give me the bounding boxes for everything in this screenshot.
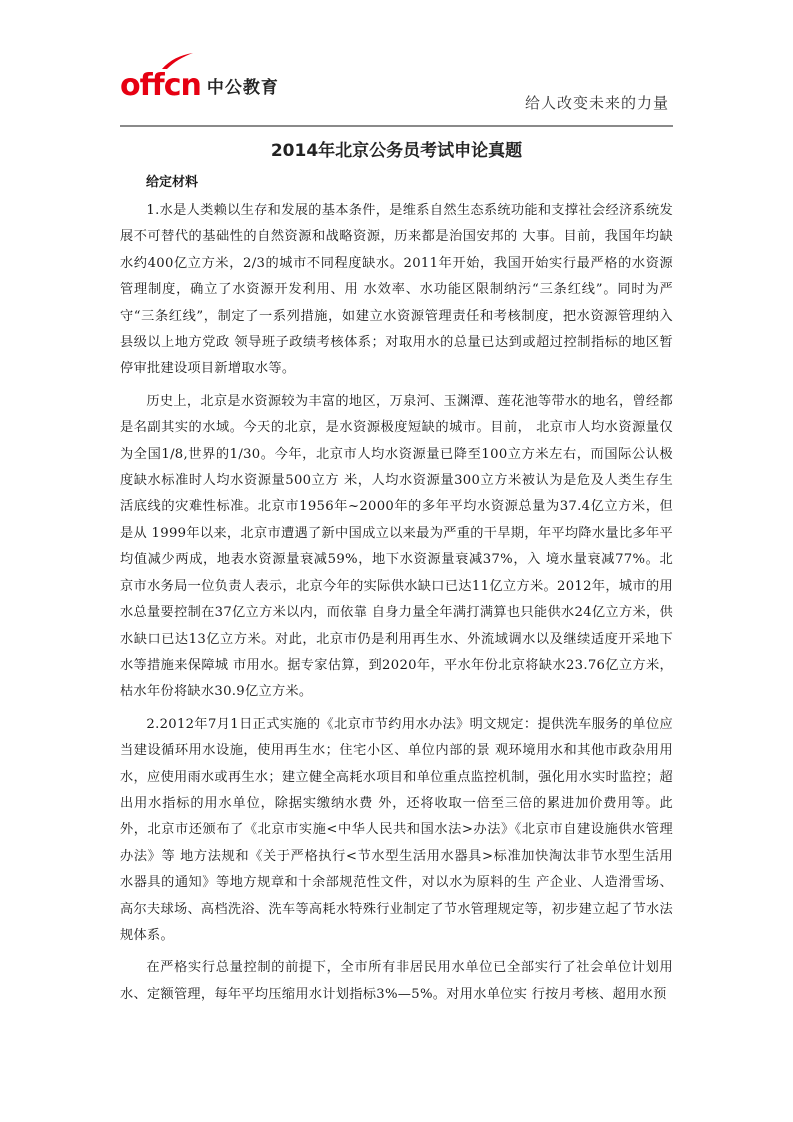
document-title: 2014年北京公务员考试申论真题 bbox=[270, 141, 523, 161]
logo-swoosh-icon bbox=[160, 52, 194, 70]
paragraph: 2.2012年7月1日正式实施的《北京市节约用水办法》明文规定：提供洗车服务的单位应当建设循环用水设施，使用再生水；住宅小区、单位内部的景 观环境用水和其他市政杂用用水，应使用雨水或再生水；建立健全高耗水项目和单位重点监控机制，强化用水实时监控；超出用水指标的用水单位，除据实缴纳水费 外，还将收取一倍至三倍的累进加价费用等。此外，北京市还颁布了《北京市实施<中华人民共和国水法>办法》《北京市自建设施供水管理办法》等 地方法规和《关于严格执行<节水型生活用水器具>标准加快淘汰非节水型生活用水器具的通知》等地方规章和十余部规范性文件，对以水为原料的生 产企业、人造滑雪场、高尔夫球场、高档洗浴、洗车等高耗水特殊行业制定了节水管理规定等，初步建立起了节水法规体系。 bbox=[120, 716, 673, 943]
page-header bbox=[0, 0, 793, 130]
document-body bbox=[120, 172, 673, 1014]
paragraph: 1.水是人类赖以生存和发展的基本条件，是维系自然生态系统功能和支撑社会经济系统发展不可替代的基础性的自然资源和战略资源，历来都是治国安邦的 大事。目前，我国年均缺水约400亿立方米，2/3的城市不同程度缺水。2011年开始，我国开始实行最严格的水资源管理制度，确立了水资源开发利用、用 水效率、水功能区限制纳污“三条红线”。同时为严守“三条红线”，制定了一系列措施，如建立水资源管理责任和考核制度，把水资源管理纳入县级以上地方党政 领导班子政绩考核体系；对取用水的总量已达到或超过控制指标的地区暂停审批建设项目新增取水等。 bbox=[120, 203, 673, 377]
section-heading: 给定材料 bbox=[146, 175, 199, 190]
logo-chinese-text: 中公教育 bbox=[206, 78, 279, 98]
paragraph: 历史上，北京是水资源较为丰富的地区，万泉河、玉渊潭、莲花池等带水的地名，曾经都是名副其实的水域。今天的北京，是水资源极度短缺的城市。目前， 北京市人均水资源量仅为全国1/8,世界的1/30。今年，北京市人均水资源量已降至100立方米左右，而国际公认极度缺水标准时人均水资源量500立方 米，人均水资源量300立方米被认为是危及人类生存生活底线的灾难性标准。北京市1956年~2000年的多年平均水资源总量为37.4亿立方米，但是从 1999年以来，北京市遭遇了新中国成立以来最为严重的干旱期，年平均降水量比多年平均值减少两成，地表水资源量衰减59%，地下水资源量衰减37%，入 境水量衰减77%。北京市水务局一位负责人表示，北京今年的实际供水缺口已达11亿立方米。2012年，城市的用水总量要控制在37亿立方米以内，而依靠 自身力量全年满打满算也只能供水24亿立方米，供水缺口已达13亿立方米。对此，北京市仍是利用再生水、外流域调水以及继续适度开采地下水等措施来保障城 市用水。据专家估算，到2020年，平水年份北京将缺水23.76亿立方米，枯水年份将缺水30.9亿立方米。 bbox=[120, 393, 673, 700]
slogan: 给人改变未来的力量 bbox=[524, 94, 669, 112]
offcn-logo bbox=[120, 62, 279, 102]
header-divider bbox=[120, 125, 673, 127]
logo-latin-text: offcn bbox=[120, 68, 201, 103]
paragraph: 在严格实行总量控制的前提下，全市所有非居民用水单位已全部实行了社会单位计划用水、定额管理，每年平均压缩用水计划指标3%—5%。对用水单位实 行按月考核、超用水预 bbox=[120, 960, 673, 1002]
